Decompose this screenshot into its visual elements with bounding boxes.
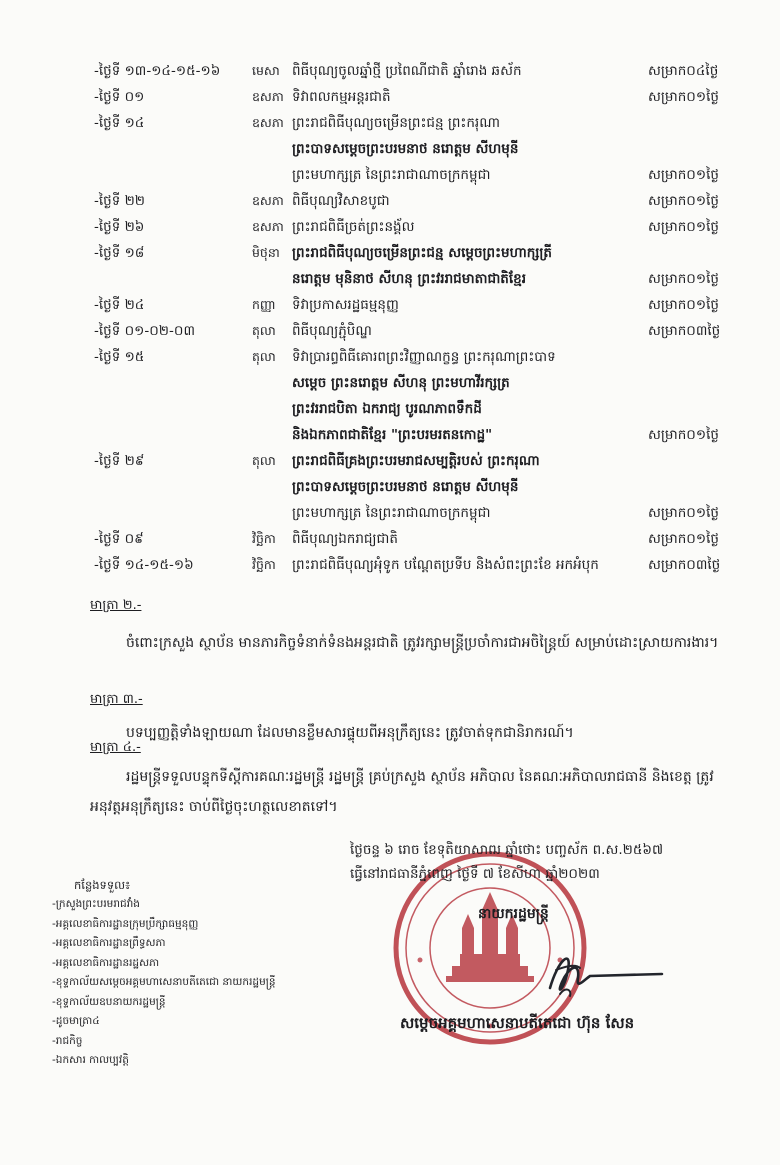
article-4-body: រដ្ឋមន្ត្រីទទួលបន្ទុកទីស្តីការគណៈរដ្ឋមន្ត្រី រដ្ឋមន្ត្រី គ្រប់ក្រសួង ស្ថាប័ន អភិបាល នៃគណៈអភិបាលរាជធានី និងខេត្ត ត្រូវអនុវត្តអនុក្រឹត្យនេះ ចាប់ពីថ្ងៃចុះហត្ថលេខាតទៅ។	[90, 769, 714, 815]
holiday-description-line: ព្រះមហាក្សត្រ នៃព្រះរាជាណាចក្រកម្ពុជា	[292, 167, 491, 183]
holiday-description-line: ព្រះរាជពិធីច្រត់ព្រះនង្គ័ល	[292, 219, 415, 235]
holiday-row	[92, 526, 732, 552]
holiday-description-line: ពិធីបុណ្យភ្ជុំបិណ្ឌ	[292, 323, 372, 339]
recipients-list	[52, 875, 372, 1071]
holiday-leave-days: សម្រាក០៣ថ្ងៃ	[648, 557, 721, 573]
holiday-row	[92, 318, 732, 344]
holiday-description-line: ព្រះបាទសម្តេចព្រះបរមនាថ នរោត្តម សីហមុនី	[292, 479, 519, 495]
holiday-list	[92, 58, 732, 578]
lunar-date: ថ្ងៃចន្ទ ៦ រោច ខែទុតិយាសាឍ ឆ្នាំថោះ បញ្ចស័ក ព.ស.២៥៦៧	[350, 842, 664, 858]
article-3-heading: មាត្រា ៣.-	[90, 692, 143, 707]
holiday-description	[292, 526, 640, 552]
holiday-date: -ថ្ងៃទី ២៤	[94, 297, 145, 313]
holiday-date: -ថ្ងៃទី ១៨	[94, 245, 145, 261]
holiday-description	[292, 344, 640, 448]
holiday-date: -ថ្ងៃទី ១៣-១៤-១៥-១៦	[94, 63, 221, 79]
holiday-month: កញ្ញា	[252, 297, 276, 312]
holiday-description	[292, 552, 640, 578]
holiday-row	[92, 58, 732, 84]
holiday-description-line: ព្រះមហាក្សត្រ នៃព្រះរាជាណាចក្រកម្ពុជា	[292, 505, 491, 521]
holiday-description	[292, 214, 640, 240]
date-block	[350, 838, 750, 886]
holiday-leave-days: សម្រាក០៣ថ្ងៃ	[648, 323, 721, 339]
recipient-item: -ដូចមាត្រា៤	[52, 1015, 100, 1027]
holiday-month: មេសា	[252, 63, 280, 78]
holiday-month: ឧសភា	[252, 219, 284, 234]
holiday-description	[292, 84, 640, 110]
holiday-description	[292, 448, 640, 526]
holiday-description-line: នរោត្តម មុនិនាថ សីហនុ ព្រះវររាជមាតាជាតិខ្មែរ	[292, 271, 527, 287]
holiday-description-line: សម្តេច ព្រះនរោត្តម សីហនុ ព្រះមហាវីរក្សត្រ	[292, 375, 510, 391]
holiday-description-line: ព្រះរាជពិធីបុណ្យអុំទូក បណ្តែតប្រទីប និងសំពះព្រះខែ អកអំបុក	[292, 557, 599, 573]
recipient-item: -ខុទ្ទកាល័យសម្តេចអគ្គមហាសេនាបតីតេជោ នាយករដ្ឋមន្ត្រី	[52, 976, 276, 988]
holiday-description-line: ព្រះរាជពិធីគ្រងព្រះបរមរាជសម្បត្តិរបស់ ព្រះករុណា	[292, 453, 540, 469]
article-3-body: បទប្បញ្ញត្តិទាំងឡាយណា ដែលមានខ្លឹមសារផ្ទុយពីអនុក្រឹត្យនេះ ត្រូវចាត់ទុកជានិរាករណ៍។	[126, 725, 574, 741]
holiday-date: -ថ្ងៃទី ២៦	[94, 219, 145, 235]
holiday-description-line: ទិវាប្រកាសរដ្ឋធម្មនុញ្ញ	[292, 297, 399, 313]
holiday-row	[92, 240, 732, 292]
holiday-leave-days: សម្រាក០១ថ្ងៃ	[648, 505, 719, 521]
recipient-item: -ខុទ្ទកាល័យឧបនាយករដ្ឋមន្ត្រី	[52, 995, 166, 1008]
holiday-month: ឧសភា	[252, 193, 284, 208]
article-2	[90, 596, 740, 658]
holiday-leave-days: សម្រាក០១ថ្ងៃ	[648, 193, 719, 209]
recipients-heading: កន្លែងទទួល៖	[74, 878, 131, 892]
holiday-date: -ថ្ងៃទី ២២	[94, 193, 146, 209]
holiday-row	[92, 110, 732, 188]
holiday-date: -ថ្ងៃទី ០៩	[94, 531, 144, 547]
holiday-month: ឧសភា	[252, 89, 284, 104]
holiday-description-line: ពិធីបុណ្យវិសាខបូជា	[292, 193, 390, 209]
solar-date: ធ្វើនៅរាជធានីភ្នំពេញ ថ្ងៃទី ៧ ខែសីហា ឆ្នាំ២០២៣	[350, 866, 600, 882]
holiday-description-line: ទិវាប្រារព្ធពិធីគោរពព្រះវិញ្ញាណក្ខន្ធ ព្រះករុណាព្រះបាទ	[292, 349, 556, 365]
holiday-description-line: ព្រះបាទសម្តេចព្រះបរមនាថ នរោត្តម សីហមុនី	[292, 141, 519, 157]
holiday-row	[92, 552, 732, 578]
holiday-description-line: ព្រះរាជពិធីបុណ្យចម្រើនព្រះជន្ម ព្រះករុណា	[292, 115, 500, 131]
holiday-month: តុលា	[252, 349, 276, 364]
holiday-date: -ថ្ងៃទី ០១-០២-០៣	[94, 323, 195, 339]
holiday-row	[92, 344, 732, 448]
article-2-body: ចំពោះក្រសួង ស្ថាប័ន មានភារកិច្ចទំនាក់ទំនងអន្តរជាតិ ត្រូវរក្សាមន្ត្រីប្រចាំការជាអចិន្ត្រៃយ៍ សម្រាប់ដោះស្រាយការងារ។	[126, 635, 719, 651]
recipient-item: -អគ្គលេខាធិការដ្ឋានព្រឹទ្ធសភា	[52, 937, 166, 949]
holiday-month: មិថុនា	[252, 245, 280, 260]
holiday-description	[292, 188, 640, 214]
holiday-row	[92, 84, 732, 110]
signature-image	[520, 930, 670, 1010]
holiday-leave-days: សម្រាក០៤ថ្ងៃ	[648, 63, 719, 79]
holiday-leave-days: សម្រាក០១ថ្ងៃ	[648, 531, 719, 547]
holiday-date: -ថ្ងៃទី ១៤	[94, 115, 145, 131]
recipient-item: -អគ្គលេខាធិការដ្ឋានក្រុមប្រឹក្សាធម្មនុញ្ញ	[52, 917, 199, 930]
holiday-description-line: និងឯកភាពជាតិខ្មែរ "ព្រះបរមរតនកោដ្ឋ"	[292, 427, 493, 443]
holiday-description	[292, 240, 640, 292]
holiday-month: តុលា	[252, 323, 276, 338]
holiday-month: វិច្ឆិកា	[252, 557, 276, 572]
signer-name: សម្តេចអគ្គមហាសេនាបតីតេជោ ហ៊ុន សែន	[400, 1014, 635, 1032]
article-2-heading: មាត្រា ២.-	[90, 598, 142, 613]
signer-title: នាយករដ្ឋមន្ត្រី	[478, 906, 549, 922]
holiday-date: -ថ្ងៃទី ២៩	[94, 453, 145, 469]
holiday-description-line: ពិធីបុណ្យចូលឆ្នាំថ្មី ប្រពៃណីជាតិ ឆ្នាំរោង ឆស័ក	[292, 63, 522, 79]
holiday-description	[292, 292, 640, 318]
holiday-row	[92, 448, 732, 526]
holiday-leave-days: សម្រាក០១ថ្ងៃ	[648, 89, 719, 105]
holiday-date: -ថ្ងៃទី ១៤-១៥-១៦	[94, 557, 194, 573]
holiday-month: ឧសភា	[252, 115, 284, 130]
holiday-row	[92, 292, 732, 318]
holiday-description	[292, 58, 640, 84]
holiday-row	[92, 188, 732, 214]
holiday-description-line: ព្រះរាជពិធីបុណ្យចម្រើនព្រះជន្ម សម្តេចព្រះមហាក្សត្រី	[292, 245, 552, 261]
holiday-month: តុលា	[252, 453, 276, 468]
holiday-description-line: ទិវាពលកម្មអន្តរជាតិ	[292, 89, 391, 105]
recipient-item: -អគ្គលេខាធិការដ្ឋានរដ្ឋសភា	[52, 956, 160, 969]
holiday-leave-days: សម្រាក០១ថ្ងៃ	[648, 427, 719, 443]
recipient-items	[52, 895, 372, 1071]
holiday-description-line: ព្រះវររាជបិតា ឯករាជ្យ បូរណភាពទឹកដី	[292, 401, 482, 417]
holiday-description	[292, 318, 640, 344]
holiday-description	[292, 110, 640, 188]
article-4	[90, 738, 740, 822]
holiday-row	[92, 214, 732, 240]
holiday-leave-days: សម្រាក០១ថ្ងៃ	[648, 219, 719, 235]
recipient-item: -រាជកិច្ច	[52, 1034, 83, 1047]
holiday-leave-days: សម្រាក០១ថ្ងៃ	[648, 167, 719, 183]
article-4-heading: មាត្រា ៤.-	[90, 740, 141, 755]
recipient-item: -ក្រសួងព្រះបរមរាជវាំង	[52, 898, 140, 910]
holiday-date: -ថ្ងៃទី ០១	[94, 89, 145, 105]
holiday-leave-days: សម្រាក០១ថ្ងៃ	[648, 271, 719, 287]
holiday-description-line: ពិធីបុណ្យឯករាជ្យជាតិ	[292, 531, 398, 547]
recipient-item: -ឯកសារ កាលប្បវត្តិ	[52, 1054, 129, 1066]
holiday-month: វិច្ឆិកា	[252, 531, 276, 546]
holiday-date: -ថ្ងៃទី ១៥	[94, 349, 145, 365]
holiday-leave-days: សម្រាក០១ថ្ងៃ	[648, 297, 719, 313]
